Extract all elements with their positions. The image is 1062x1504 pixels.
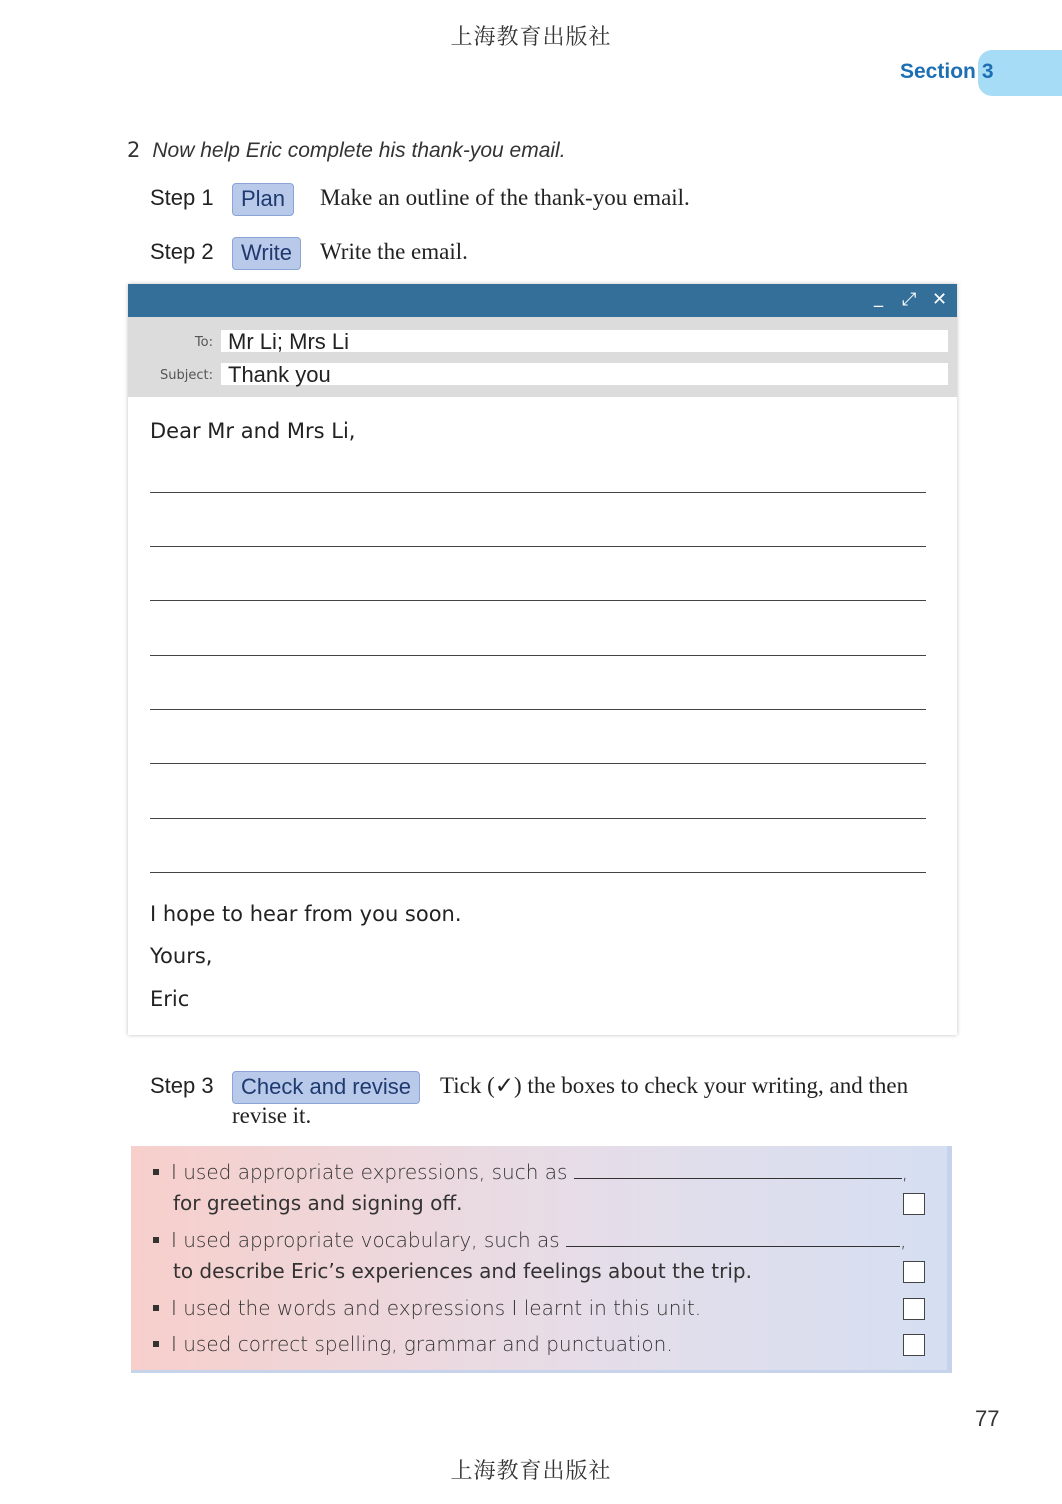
step-2-label: Step 2 xyxy=(150,239,214,264)
email-signoff: Yours, xyxy=(150,944,213,968)
bullet-icon xyxy=(153,1169,159,1175)
checklist-item-text: I used appropriate vocabulary, such as xyxy=(171,1228,560,1252)
task-number: 2 xyxy=(127,138,141,162)
email-signature: Eric xyxy=(150,987,190,1011)
checklist-item xyxy=(153,1296,701,1320)
checklist-panel xyxy=(131,1146,952,1373)
checklist-item-text: I used appropriate expressions, such as xyxy=(171,1160,568,1184)
checklist-item: I used appropriate expressions, such as , xyxy=(153,1160,908,1184)
checklist-item-text-cont: to describe Eric’s experiences and feelings about the trip. xyxy=(173,1259,752,1283)
checklist-item-text-cont: for greetings and signing off. xyxy=(173,1191,463,1215)
email-greeting: Dear Mr and Mrs Li, xyxy=(150,419,356,443)
maximize-icon[interactable]: ⤢ xyxy=(902,289,917,310)
section-label: Section xyxy=(900,60,976,83)
step-3-description-cont: revise it. xyxy=(232,1103,312,1128)
checklist-item-text: I used the words and expressions I learnt in this unit. xyxy=(171,1296,702,1320)
writing-line[interactable] xyxy=(150,655,926,656)
publisher-header: 上海教育出版社 xyxy=(450,25,612,50)
email-window xyxy=(128,284,957,1035)
writing-line[interactable] xyxy=(150,818,926,819)
writing-line[interactable] xyxy=(150,546,926,547)
step-1-label: Step 1 xyxy=(150,185,214,210)
minimize-icon[interactable]: _ xyxy=(874,287,883,308)
to-field[interactable]: Mr Li; Mrs Li xyxy=(221,330,948,352)
section-indicator xyxy=(900,60,994,84)
writing-line[interactable] xyxy=(150,600,926,601)
close-icon[interactable]: ✕ xyxy=(932,289,948,310)
checklist-item-text: I used correct spelling, grammar and punctuation. xyxy=(171,1332,673,1356)
to-label: To: xyxy=(194,335,213,350)
email-closing: I hope to hear from you soon. xyxy=(150,902,462,926)
step-1-description: Make an outline of the thank-you email. xyxy=(320,185,690,210)
step-3-tag: Check and revise xyxy=(232,1071,420,1104)
subject-field[interactable]: Thank you xyxy=(221,363,948,385)
task-text: Now help Eric complete his thank-you email. xyxy=(152,139,566,162)
checkbox[interactable] xyxy=(903,1298,925,1320)
fill-blank[interactable] xyxy=(566,1232,900,1247)
fill-blank[interactable] xyxy=(574,1164,902,1179)
page-number: 77 xyxy=(975,1406,1000,1431)
subject-label: Subject: xyxy=(160,368,213,383)
email-title-bar xyxy=(128,284,957,317)
step-3-label: Step 3 xyxy=(150,1073,214,1098)
publisher-footer: 上海教育出版社 xyxy=(450,1459,612,1484)
step-2-tag: Write xyxy=(232,237,301,270)
writing-line[interactable] xyxy=(150,709,926,710)
task-instruction xyxy=(127,138,566,163)
section-number: 3 xyxy=(981,60,994,83)
checkbox[interactable] xyxy=(903,1334,925,1356)
step-1-tag: Plan xyxy=(232,183,294,216)
writing-line[interactable] xyxy=(150,492,926,493)
step-3-description: Tick (✓) the boxes to check your writing, and then xyxy=(440,1073,909,1098)
bullet-icon xyxy=(153,1305,159,1311)
checklist-item xyxy=(153,1332,673,1356)
checkbox[interactable] xyxy=(903,1193,925,1215)
bullet-icon xyxy=(153,1237,159,1243)
writing-line[interactable] xyxy=(150,872,926,873)
checklist-item: I used appropriate vocabulary, such as , xyxy=(153,1228,906,1252)
writing-line[interactable] xyxy=(150,763,926,764)
step-2-description: Write the email. xyxy=(320,239,468,264)
checkbox[interactable] xyxy=(903,1261,925,1283)
email-header xyxy=(128,317,957,397)
bullet-icon xyxy=(153,1341,159,1347)
